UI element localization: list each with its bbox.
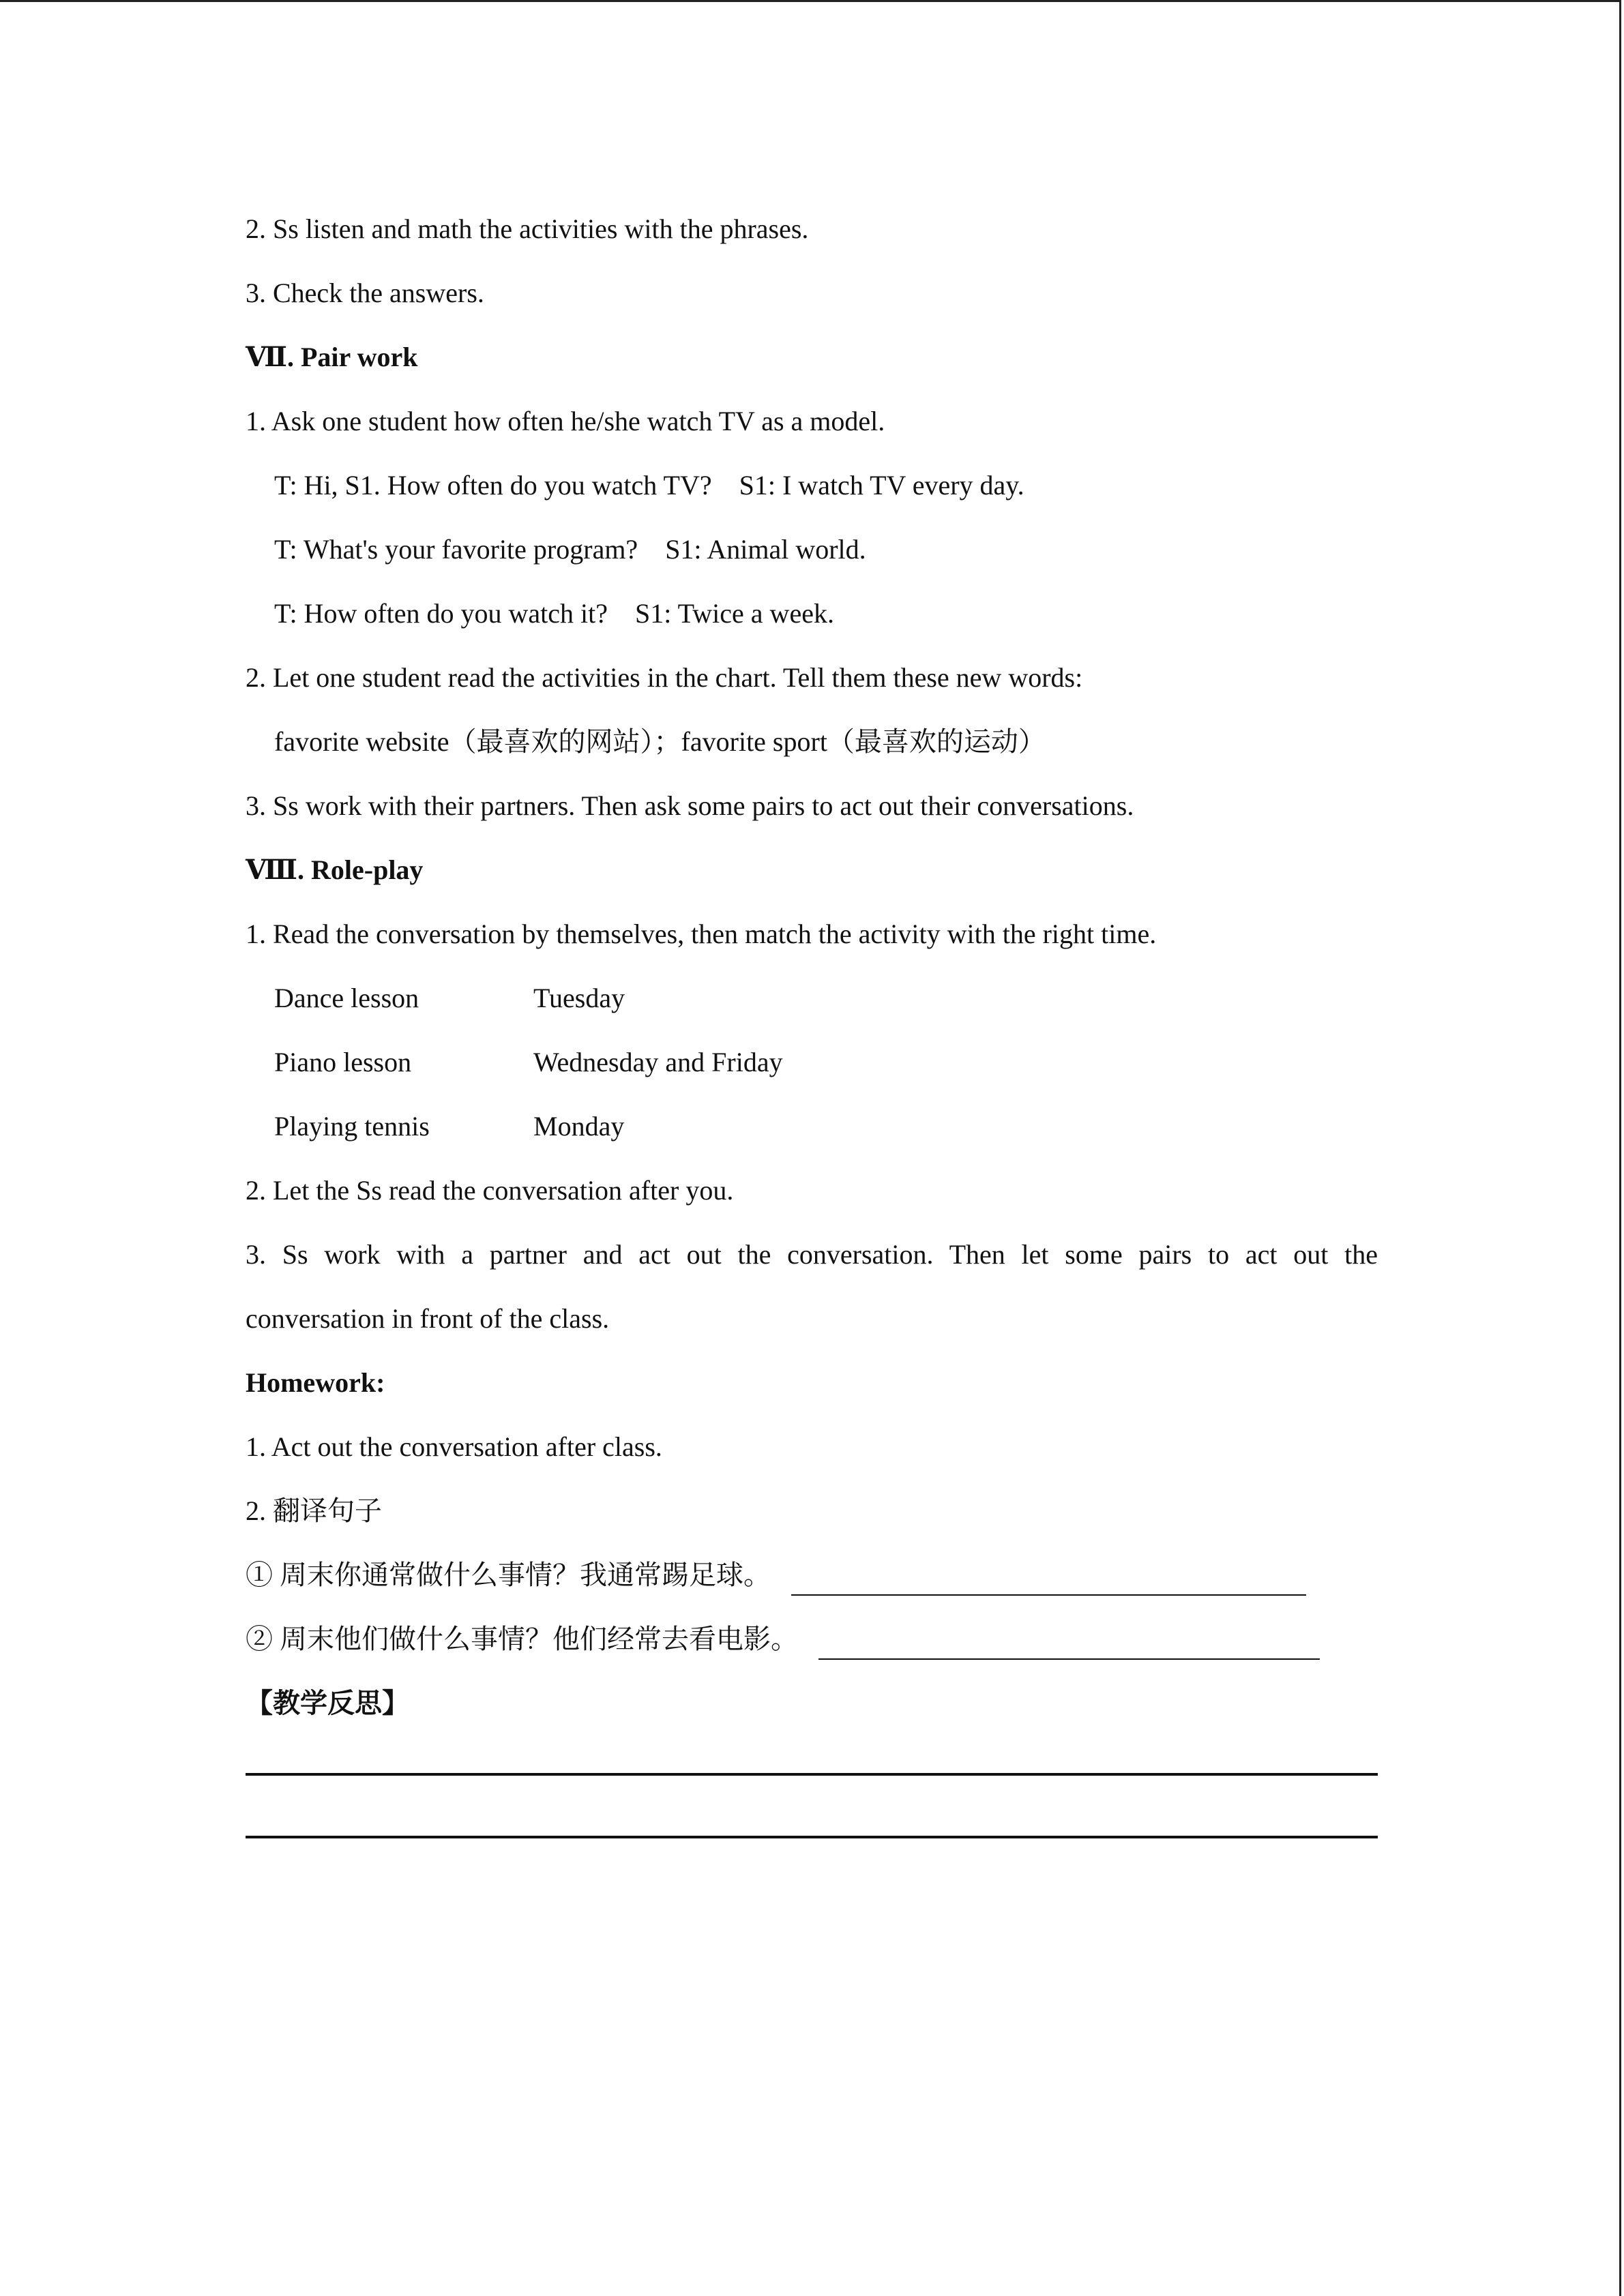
reflection-heading: 【教学反思】 bbox=[246, 1688, 409, 1718]
homework-item-2: 2. 翻译句子 bbox=[246, 1495, 382, 1526]
role-play-heading: Ⅷ. Role-play bbox=[246, 854, 424, 885]
pair-work-step-3: 3. Ss work with their partners. Then ask some pairs to act out their conversations. bbox=[246, 790, 1134, 821]
match-row bbox=[246, 1106, 1378, 1170]
reflection-line[interactable] bbox=[246, 1773, 1378, 1776]
pair-work-step-1: 1. Ask one student how often he/she watch TV as a model. bbox=[246, 406, 885, 436]
match-time: Monday bbox=[533, 1111, 625, 1142]
match-activity: Piano lesson bbox=[274, 1047, 412, 1077]
match-time: Tuesday bbox=[533, 983, 625, 1013]
document-body bbox=[246, 209, 1378, 1838]
homework-heading: Homework: bbox=[246, 1367, 385, 1398]
role-play-step-3: 3. Ss work with a partner and act out the conversation. Then let some pairs to act out the bbox=[246, 1239, 1378, 1270]
teacher-line: T: How often do you watch it? bbox=[274, 598, 608, 629]
answer-blank[interactable] bbox=[791, 1559, 1306, 1596]
role-play-step-3-continued: conversation in front of the class. bbox=[246, 1303, 610, 1334]
pair-work-heading: Ⅶ. Pair work bbox=[246, 342, 418, 372]
homework-item-1: 1. Act out the conversation after class. bbox=[246, 1431, 662, 1462]
step-listen-match: 2. Ss listen and math the activities with the phrases. bbox=[246, 213, 809, 244]
sentence-text: ② 周末他们做什么事情？他们经常去看电影。 bbox=[246, 1624, 798, 1654]
student-line: S1: Twice a week. bbox=[635, 598, 834, 629]
translation-sentence-2 bbox=[246, 1619, 1378, 1683]
student-line: S1: Animal world. bbox=[665, 534, 866, 565]
teacher-line: T: Hi, S1. How often do you watch TV? bbox=[274, 470, 712, 501]
match-time: Wednesday and Friday bbox=[533, 1047, 783, 1077]
role-play-step-1: 1. Read the conversation by themselves, then match the activity with the right time. bbox=[246, 919, 1157, 949]
dialogue-line bbox=[246, 529, 1378, 593]
sentence-text: ① 周末你通常做什么事情？我通常踢足球。 bbox=[246, 1560, 771, 1590]
role-play-step-2: 2. Let the Ss read the conversation after you. bbox=[246, 1175, 734, 1206]
answer-blank[interactable] bbox=[818, 1623, 1320, 1660]
match-row bbox=[246, 1042, 1378, 1106]
step-check-answers: 3. Check the answers. bbox=[246, 278, 484, 308]
pair-work-step-2: 2. Let one student read the activities in the chart. Tell them these new words: bbox=[246, 662, 1083, 693]
reflection-line[interactable] bbox=[246, 1836, 1378, 1838]
dialogue-line bbox=[246, 465, 1378, 529]
student-line: S1: I watch TV every day. bbox=[739, 470, 1024, 501]
match-row bbox=[246, 978, 1378, 1042]
new-words: favorite website（最喜欢的网站）；favorite sport（最喜欢的运动） bbox=[274, 726, 1046, 757]
translation-sentence-1 bbox=[246, 1555, 1378, 1619]
teacher-line: T: What⁠'s your favorite program? bbox=[274, 534, 638, 565]
dialogue-line bbox=[246, 593, 1378, 657]
match-activity: Playing tennis bbox=[274, 1111, 430, 1142]
match-activity: Dance lesson bbox=[274, 983, 419, 1013]
